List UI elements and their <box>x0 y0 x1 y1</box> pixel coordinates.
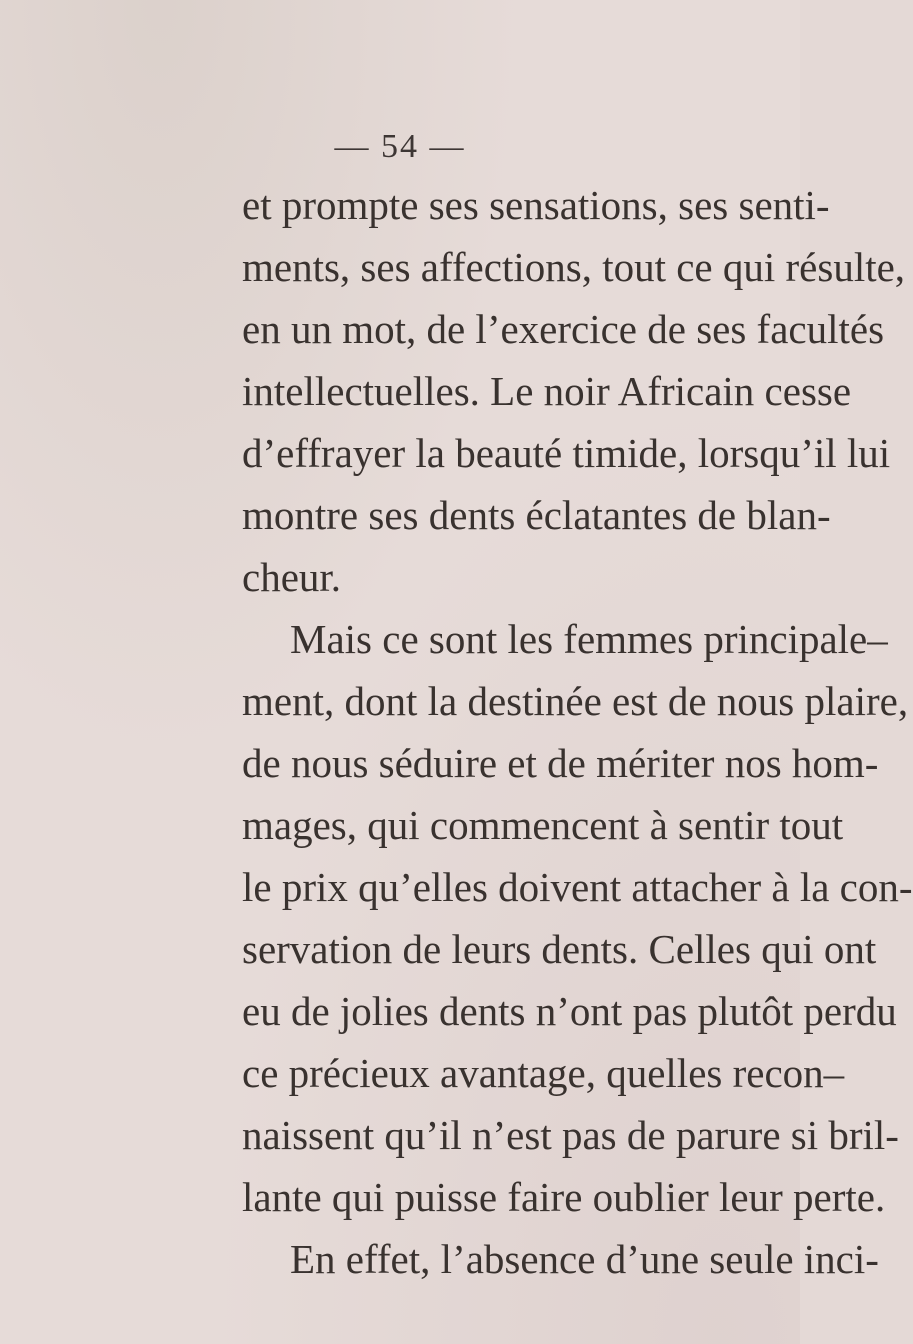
text-line: lante qui puisse faire oublier leur perte. <box>242 1174 886 1220</box>
text-line: eu de jolies dents n’ont pas plutôt perdu <box>242 988 897 1034</box>
text-line: ment, dont la destinée est de nous plaire, <box>242 678 909 724</box>
text-line: mages, qui commencent à sentir tout <box>242 802 844 848</box>
text-line: ce précieux avantage, quelles recon– <box>242 1050 845 1096</box>
text-line: et prompte ses sensations, ses senti- <box>242 182 830 228</box>
text-line: Mais ce sont les femmes principale– <box>290 616 888 662</box>
page-number: — 54 — <box>334 128 466 165</box>
text-line: cheur. <box>242 554 342 600</box>
text-line: d’effrayer la beauté timide, lorsqu’il lui <box>242 430 891 476</box>
text-line: montre ses dents éclatantes de blan- <box>242 492 831 538</box>
text-line: naissent qu’il n’est pas de parure si bril- <box>242 1112 899 1158</box>
text-line: de nous séduire et de mériter nos hom- <box>242 740 879 786</box>
text-line: intellectuelles. Le noir Africain cesse <box>242 368 852 414</box>
text-line: servation de leurs dents. Celles qui ont <box>242 926 877 972</box>
text-line: le prix qu’elles doivent attacher à la con- <box>242 864 913 910</box>
text-line: En effet, l’absence d’une seule inci- <box>290 1236 879 1282</box>
text-line: en un mot, de l’exercice de ses facultés <box>242 306 885 352</box>
text-line: ments, ses affections, tout ce qui résulte, <box>242 244 906 290</box>
